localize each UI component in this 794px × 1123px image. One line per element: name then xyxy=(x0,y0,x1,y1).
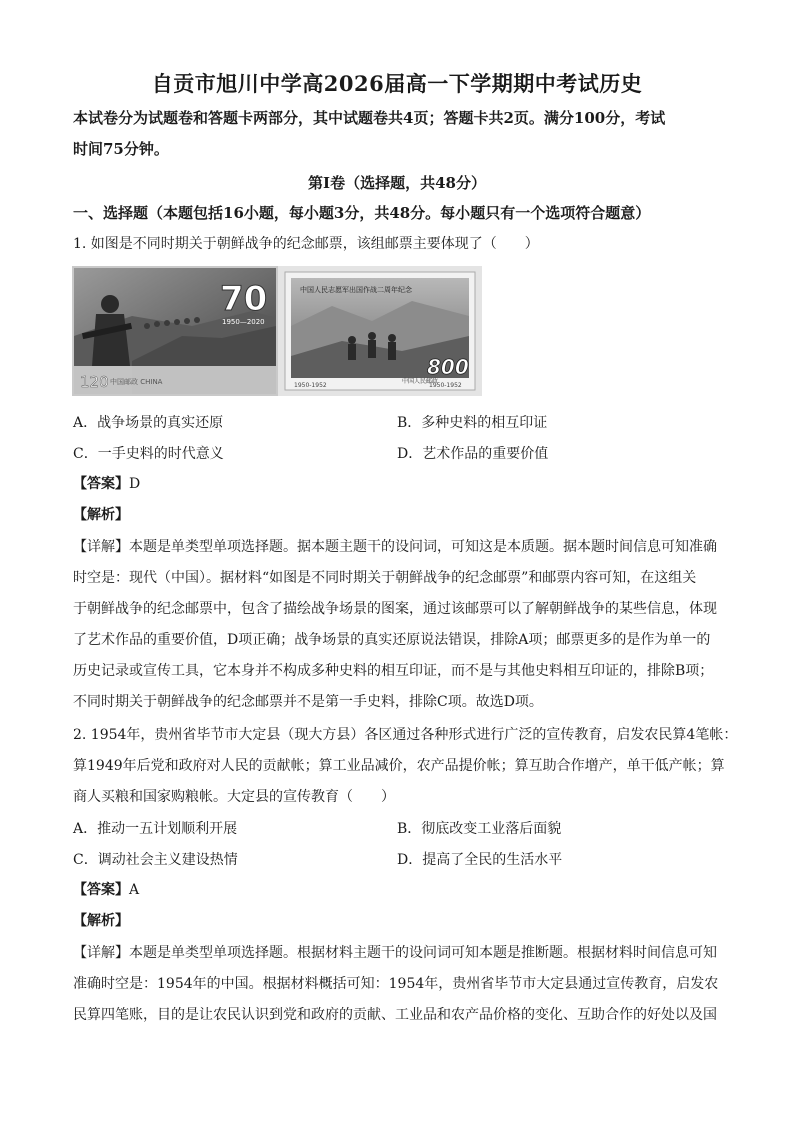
q1-detail-line-6: 不同时期关于朝鲜战争的纪念邮票并不是第一手史料，排除C项。故选D项。 xyxy=(73,694,543,710)
q1-option-a: A．战争场景的真实还原 xyxy=(73,415,224,431)
q1-detail-line-3: 于朝鲜战争的纪念邮票中，包含了描绘战争场景的图案，通过该邮票可以了解朝鲜战争的某些信息，体现 xyxy=(73,601,717,617)
q2-answer-label: 【答案】 xyxy=(73,882,129,898)
page-title: 自贡市旭川中学高2026届高一下学期期中考试历史 xyxy=(151,71,643,96)
q2-option-c: C．调动社会主义建设热情 xyxy=(73,852,238,868)
q2-answer xyxy=(73,879,733,899)
q1-answer-value: D xyxy=(129,476,141,492)
q2-option-b: B．彻底改变工业落后面貌 xyxy=(397,821,562,837)
q2-stem-line-3: 商人买粮和国家购粮帐。大定县的宣传教育（ ） xyxy=(73,789,395,805)
stamp2-caption: 中国人民志愿军出国作战二周年纪念 xyxy=(300,286,412,294)
q2-answer-value: A xyxy=(129,882,140,898)
stamp1-country: 中国邮政 CHINA xyxy=(110,378,163,386)
q1-stem: 1. 如图是不同时期关于朝鲜战争的纪念邮票，该组邮票主要体现了（ ） xyxy=(73,236,539,252)
q1-option-d: D．艺术作品的重要价值 xyxy=(397,446,549,462)
stamp2-country: 中国人民邮政 xyxy=(402,378,439,385)
intro-line-2: 时间75分钟。 xyxy=(73,140,169,158)
stamp-2 xyxy=(278,266,482,396)
q1-detail-line-4: 了艺术作品的重要价值，D项正确；战争场景的真实还原说法错误，排除A项；邮票更多的是作为单一的 xyxy=(73,632,711,648)
q1-answer xyxy=(73,473,733,493)
section-title: 第Ⅰ卷（选择题，共48分） xyxy=(308,174,486,192)
q2-detail-line-2: 准确时空是：1954年的中国。根据材料概括可知：1954年，贵州省毕节市大定县通过宣传教育，启发农 xyxy=(73,976,719,992)
part-heading: 一、选择题（本题包括16小题，每小题3分，共48分。每小题只有一个选项符合题意） xyxy=(73,204,651,222)
stamp2-years-left: 1950-1952 xyxy=(294,382,327,389)
q2-detail-line-3: 民算四笔账，目的是让农民认识到党和政府的贡献、工业品和农产品价格的变化、互助合作的好处以及国 xyxy=(73,1007,717,1023)
q2-analysis-label: 【解析】 xyxy=(73,913,129,929)
stamp1-years: 1950—2020 xyxy=(222,318,265,326)
q1-option-b: B．多种史料的相互印证 xyxy=(397,415,548,431)
q1-detail-line-2: 时空是：现代（中国）。据材料“如图是不同时期关于朝鲜战争的纪念邮票”和邮票内容可知，在这组关 xyxy=(73,570,697,586)
stamp1-badge: 70 xyxy=(220,279,268,319)
intro-line-1: 本试卷分为试题卷和答题卡两部分，其中试题卷共4页；答题卡共2页。满分100分，考试 xyxy=(73,109,666,127)
q1-answer-label: 【答案】 xyxy=(73,476,129,492)
q1-detail-line-5: 历史记录或宣传工具，它本身并不构成多种史料的相互印证，而不是与其他史料相互印证的，排除B项； xyxy=(73,663,714,679)
stamp-figure xyxy=(72,266,482,396)
stamp2-years-right: 1950-1952 xyxy=(429,382,462,389)
q2-detail-line-1: 【详解】本题是单类型单项选择题。根据材料主题干的设问词可知本题是推断题。根据材料时间信息可知 xyxy=(73,945,717,961)
q1-analysis-label: 【解析】 xyxy=(73,507,129,523)
q2-stem-line-1: 2. 1954年，贵州省毕节市大定县（现大方县）各区通过各种形式进行广泛的宣传教育，启发农民算4笔帐： xyxy=(73,727,738,743)
q1-detail-line-1: 【详解】本题是单类型单项选择题。据本题主题干的设问词，可知这是本质题。据本题时间信息可知准确 xyxy=(73,539,717,555)
stamp2-value: 800 xyxy=(427,355,469,379)
q2-stem-line-2: 算1949年后党和政府对人民的贡献帐；算工业品减价，农产品提价帐；算互助合作增产，单干低产帐；算 xyxy=(73,758,725,774)
stamp1-value: 120 xyxy=(80,373,109,391)
stamp-1 xyxy=(72,266,278,396)
q1-option-c: C．一手史料的时代意义 xyxy=(73,446,224,462)
q2-option-a: A．推动一五计划顺利开展 xyxy=(73,821,238,837)
q2-option-d: D．提高了全民的生活水平 xyxy=(397,852,563,868)
stamp-images xyxy=(72,266,482,396)
